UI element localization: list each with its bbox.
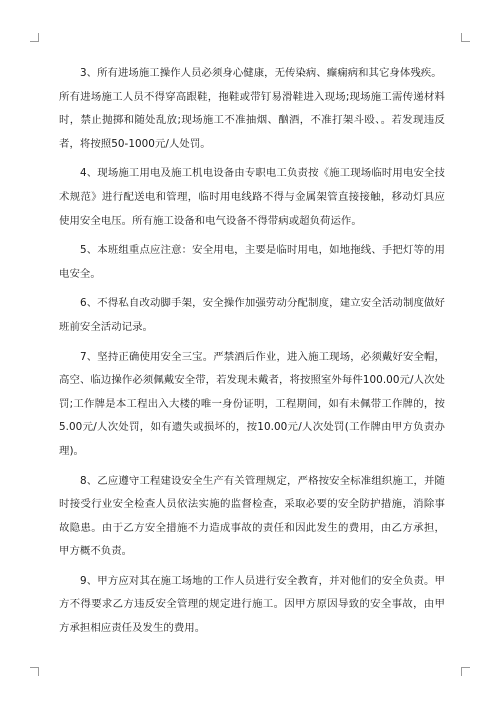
crop-mark-bottom-left — [30, 667, 39, 676]
paragraph-item-9: 9、甲方应对其在施工场地的工作人员进行安全教育，并对他们的安全负责。甲方不得要求乙方违反安全管理的规定进行施工。因甲方原因导致的安全事故，由甲方承担相应责任及发生的费用。 — [59, 574, 445, 635]
paragraph-item-8: 8、乙应遵守工程建设安全生产有关管理规定，严格按安全标准组织施工，并随时接受行业安全检查人员依法实施的监督检查，采取必要的安全防护措施，消除事故隐患。由于乙方安全措施不力造成事故的责任和因此发生的费用，由乙方承担，甲方概不负责。 — [59, 474, 445, 558]
crop-mark-bottom-right — [461, 667, 470, 676]
paragraph-item-3-continued: 所有进场施工人员不得穿高跟鞋，拖鞋或带钉易滑鞋进入现场;现场施工需传递材料时，禁止抛掷和随处乱放;现场施工不准抽烟、酗酒，不准打架斗殴、。若发现违反者，将按照50-1000元/人处罚。 — [59, 90, 445, 150]
paragraph-item-5: 5、本班组重点应注意：安全用电，主要是临时用电，如地拖线、手把灯等的用电安全。 — [59, 244, 445, 280]
paragraph-item-3: 3、所有进场施工操作人员必须身心健康，无传染病、癫痫病和其它身体残疾。 — [80, 67, 442, 79]
paragraph-item-4: 4、现场施工用电及施工机电设备由专职电工负责按《施工现场临时用电安全技术规范》进行配送电和管理，临时用电线路不得与金属架管直接接触，移动灯具应使用安全电压。所有施工设备和电气设备不得带病或超负荷运作。 — [59, 167, 445, 227]
document-body — [59, 62, 445, 647]
crop-mark-top-right — [461, 33, 470, 42]
paragraph-item-6: 6、不得私自改动脚手架，安全操作加强劳动分配制度，建立安全活动制度做好班前安全活动记录。 — [59, 297, 445, 333]
crop-mark-top-left — [30, 33, 39, 42]
paragraph-item-7: 7、坚持正确使用安全三宝。严禁酒后作业，进入施工现场，必须戴好安全帽，高空、临边操作必须佩戴安全带，若发现未戴者，将按照室外每件100.00元/人次处罚;工作牌是本工程出入大楼的唯一身份证明，工程期间，如有未佩带工作牌的，按5.00元/人次处罚，如有遗失或损坏的，按10.00元/人次处罚(工作牌由甲方负责办理)。 — [59, 350, 445, 457]
